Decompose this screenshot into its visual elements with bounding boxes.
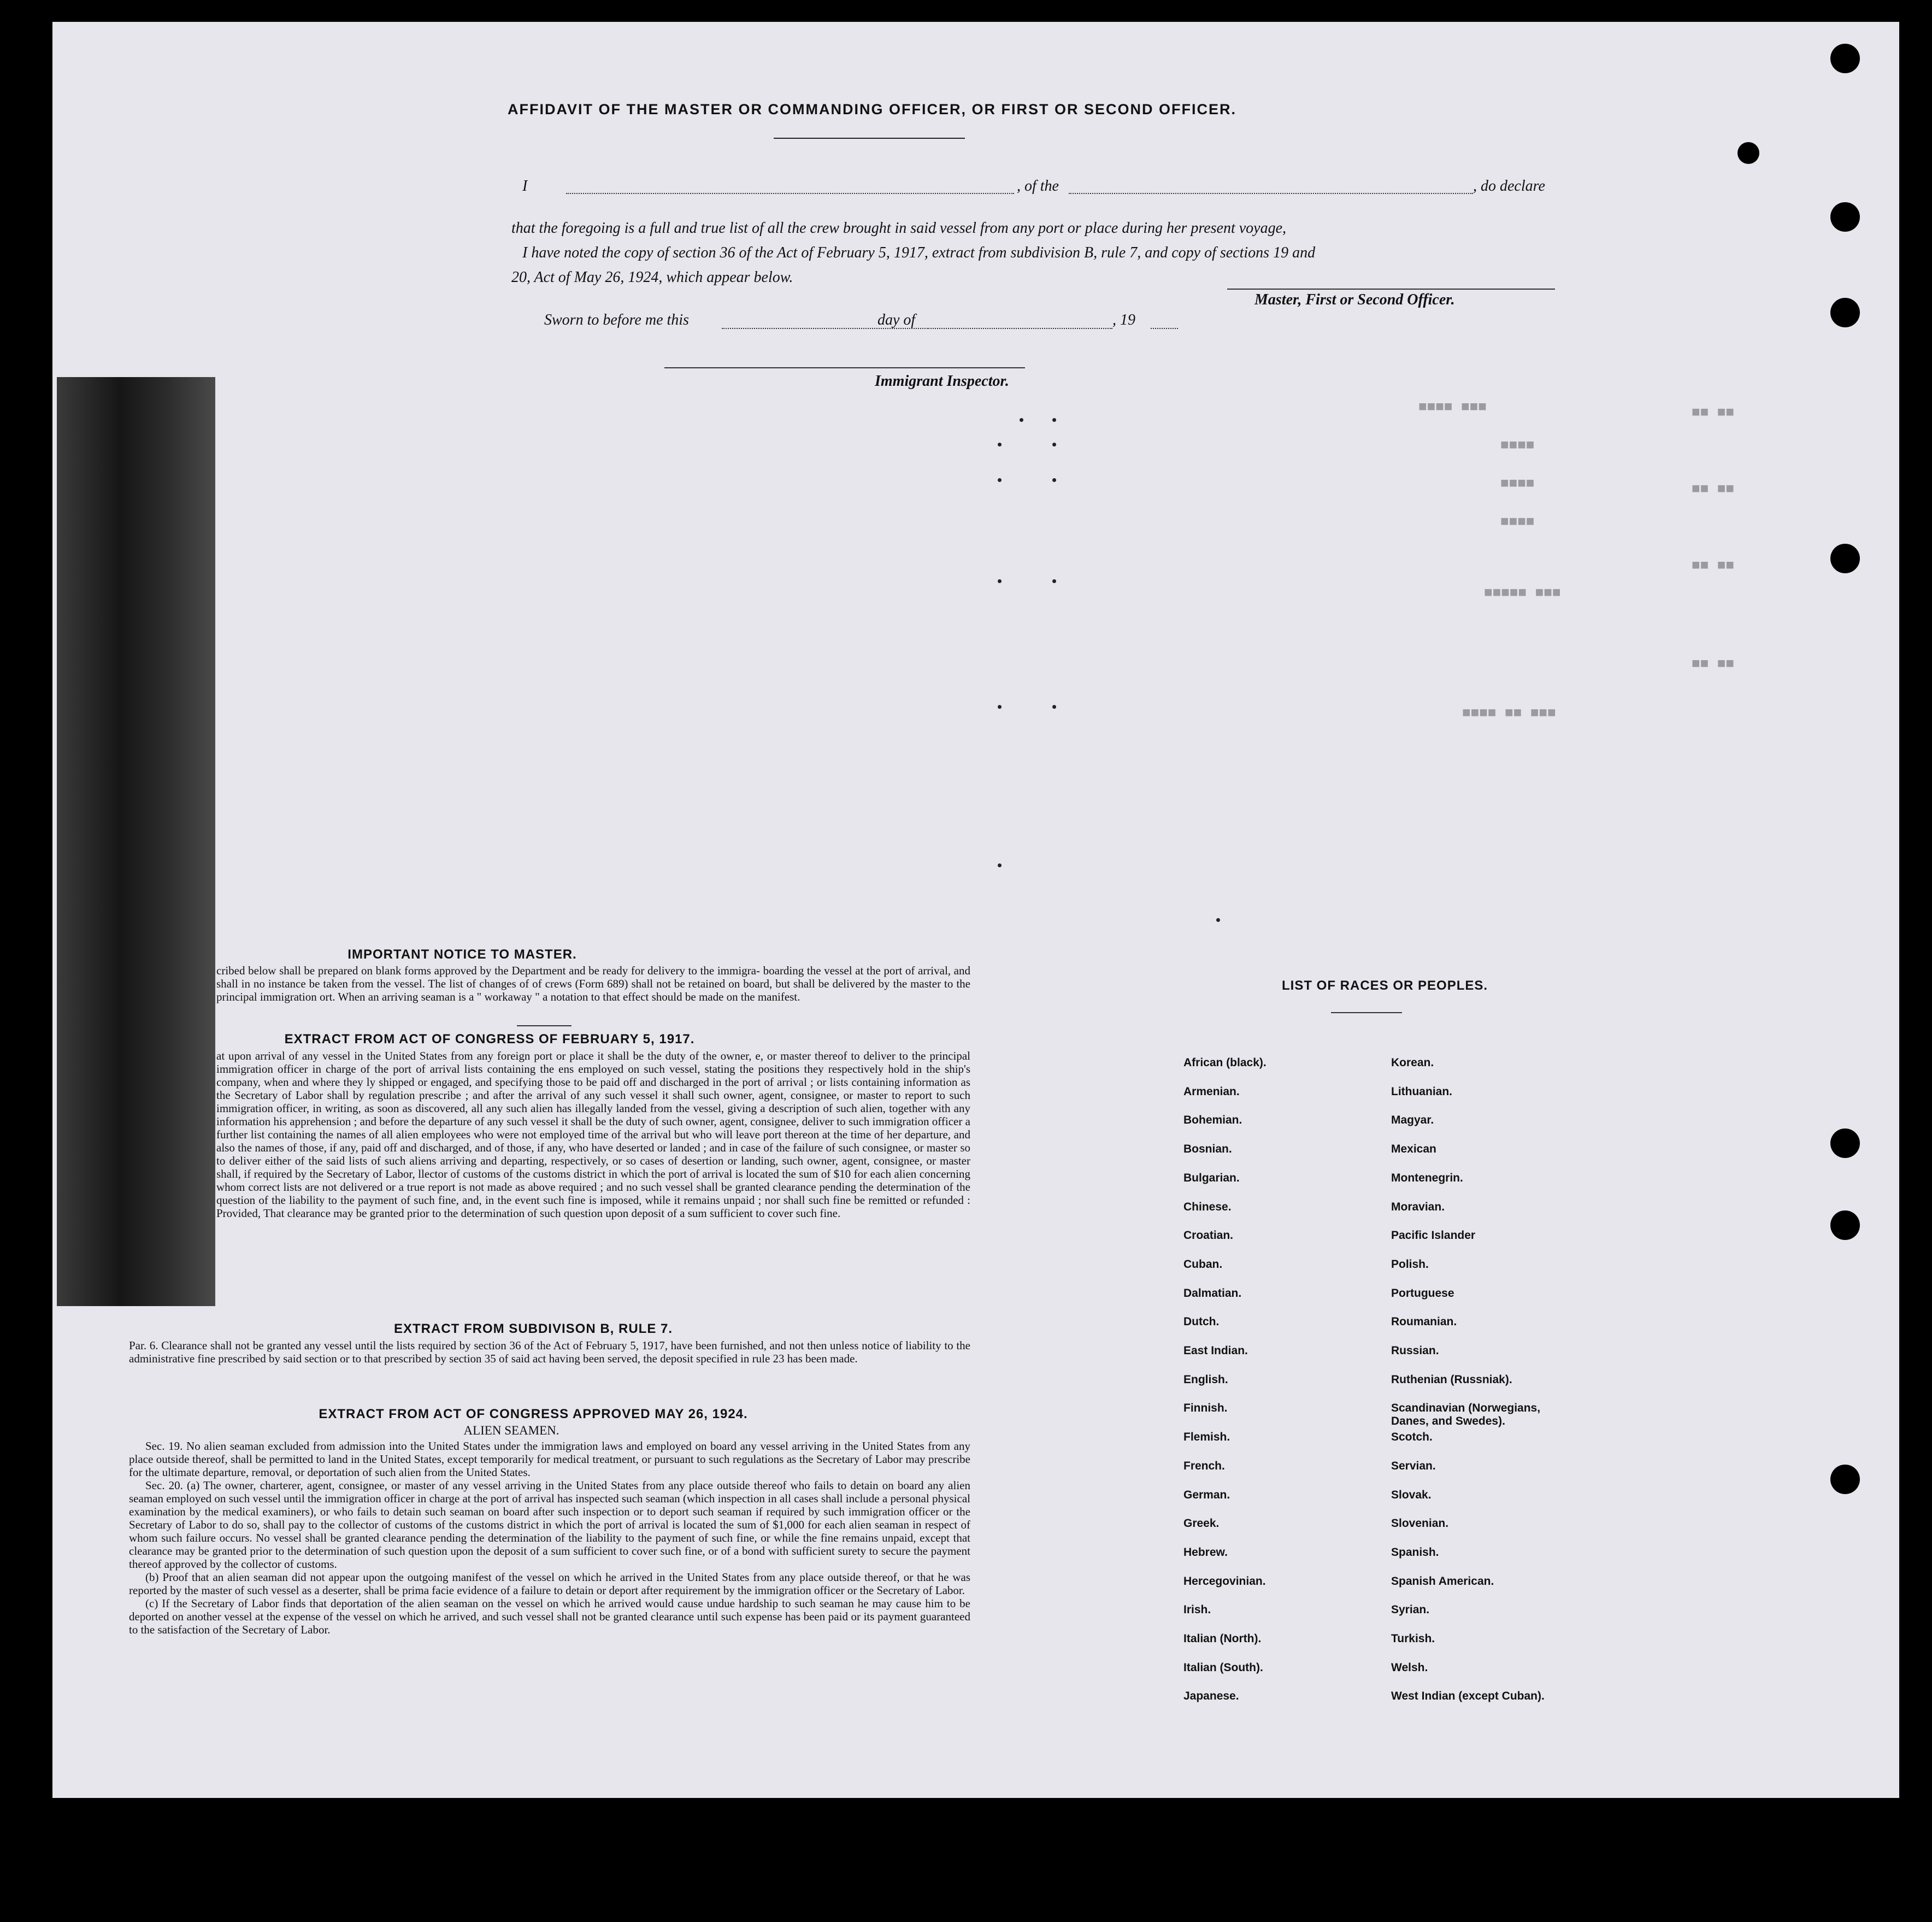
bleed-through-mark: ■■ ■■ [1692,557,1735,574]
race-item: Lithuanian. [1391,1085,1452,1098]
speck [1052,443,1056,446]
name-blank[interactable] [566,193,1014,194]
race-item: Greek. [1183,1517,1220,1530]
tape-strip [57,377,215,1306]
inspector-signature-line[interactable] [664,367,1025,368]
race-item: Slovak. [1391,1488,1432,1501]
race-item: Korean. [1391,1056,1434,1069]
bleed-through-mark: ■■■■ ■■ ■■■ [1462,705,1556,721]
speck [998,705,1002,709]
race-item: Dalmatian. [1183,1286,1242,1300]
speck [1216,918,1220,922]
bleed-through-mark: ■■■■ [1500,437,1535,454]
race-item: Mexican [1391,1143,1436,1156]
sec-19: Sec. 19. No alien seaman excluded from admission into the United States under the immigration laws and employed on board any vessel arriving in the United States from any place outside thereof, shall be permitted to land in the United States, except temporarily for medical treatment, or pursuant to such regulations as the Secretary of Labor may prescribe for the ultimate departure, removal, or deportation of such alien from the United States. [129,1439,970,1479]
binder-hole [1830,44,1860,73]
bleed-through-mark: ■■■■ ■■■ [1418,399,1487,415]
bleed-through-mark: ■■■■ [1500,514,1535,530]
extract-rule7-title: EXTRACT FROM SUBDIVISON B, RULE 7. [393,1321,673,1336]
bleed-through-mark: ■■ ■■ [1692,404,1735,421]
race-item: Slovenian. [1391,1517,1449,1530]
extract-1917-title: EXTRACT FROM ACT OF CONGRESS OF FEBRUARY 5, 1917. [284,1032,695,1047]
bleed-through-mark: ■■ ■■ [1692,481,1735,497]
speck [998,579,1002,583]
race-item: Scandinavian (Norwegians, Danes, and Swedes). [1391,1402,1541,1428]
binder-hole [1830,544,1860,573]
race-item: Bulgarian. [1183,1171,1240,1184]
binder-hole [1830,1465,1860,1494]
race-item: Spanish. [1391,1545,1439,1559]
sec-20b: (b) Proof that an alien seaman did not appear upon the outgoing manifest of the vessel on which he arrived in the United States from any place outside thereof, or that he was reported by the master of such vessel as a deserter, shall be prima facie evidence of a failure to detain or deport after requirement by the immigration officer or the Secretary of Labor. [129,1571,970,1597]
sec-20a: Sec. 20. (a) The owner, charterer, agent, consignee, or master of any vessel arriving in the United States from any place outside thereof who fails to detain on board any alien seaman employed on such vessel until the immigration officer in charge at the port of arrival has inspected such seaman (which inspection in all cases shall include a personal physical examination by the medical examiners), or who fails to detain such seaman on board after such inspection or to deport such seaman if required by such immigration officer or the Secretary of Labor to do so, shall pay to the collector of customs of the customs district in which the port of arrival is located the sum of $1,000 for each alien seaman in respect of whom such failure occurs. No vessel shall be granted clearance pending the determination of the liability to the payment of such fine, or while the fine remains unpaid, except that clearance may be granted prior to the determination of such question upon the deposit of a sum sufficient to cover such fine, or of a bond with sufficient surety to secure the payment thereof approved by the collector of customs. [129,1479,970,1571]
of-the-label: , of the [1017,178,1059,195]
race-item: Polish. [1391,1257,1429,1271]
divider [517,1025,572,1026]
race-item: Servian. [1391,1459,1436,1472]
race-item: Armenian. [1183,1085,1240,1098]
race-item: Croatian. [1183,1229,1234,1242]
race-item: Bosnian. [1183,1143,1232,1156]
sworn-label: Sworn to before me this [544,311,689,328]
race-item: Welsh. [1391,1661,1428,1674]
race-item: African (black). [1183,1056,1267,1069]
race-item: Turkish. [1391,1632,1435,1645]
declaration-line-1: that the foregoing is a full and true list of all the crew brought in said vessel from any port or place during her present voyage, [511,220,1287,237]
title-rule [774,138,965,139]
race-item: Magyar. [1391,1114,1434,1127]
race-item: Roumanian. [1391,1315,1457,1329]
binder-hole [1830,298,1860,327]
speck [1052,418,1056,422]
race-item: Ruthenian (Russniak). [1391,1373,1512,1386]
race-item: Bohemian. [1183,1114,1242,1127]
notice-title: IMPORTANT NOTICE TO MASTER. [347,947,577,962]
race-item: Scotch. [1391,1431,1433,1444]
bleed-through-mark: ■■■■■ ■■■ [1484,585,1561,601]
declaration-line-3: 20, Act of May 26, 1924, which appear below. [511,269,793,286]
race-item: Italian (South). [1183,1661,1263,1674]
notice-text: cribed below shall be prepared on blank forms approved by the Department and be ready for delivery to the immigra- boarding the vessel at the port of arrival, and shall in no instance be taken from the vessel. The list of changes of of crews (Form 689) shall not be retained on board, but shall be delivered by the master to the principal immigration ort. When an arriving seaman is a " workaway " a notation to that effect should be made on the manifest. [216,964,970,1003]
day-of-label: day of [877,311,916,328]
race-item: Hebrew. [1183,1545,1228,1559]
race-item: Spanish American. [1391,1574,1494,1588]
speck [1052,579,1056,583]
speck [998,863,1002,867]
speck [1052,478,1056,482]
extract-1917-text: at upon arrival of any vessel in the United States from any foreign port or place it shall be the duty of the owner, e, or master thereof to deliver to the principal immigration officer in charge of the port of arrival lists containing the ens employed on such vessel, stating the positions they respectively hold in the ship's company, when and where they ly shipped or engaged, and specifying those to be paid off and discharged in the port of arrival ; or lists containing information as the Secretary of Labor shall by regulation prescribe ; and after the arrival of any such vessel it shall such owner, agent, consignee, or master to report to such immigration officer, in writing, as soon as discovered, all any such alien has illegally landed from the vessel, giving a description of such alien, together with any information his apprehension ; and before the departure of any such vessel it shall be the duty of such owner, agent, consignee, deliver to such immigration officer a further list containing the names of all alien employees who were not employed time of the arrival but who will leave port thereon at the time of her departure, and also the names of those, if any, paid off and discharged, and of those, if any, who have deserted or landed ; and in case of the failure of such consignee, or master so to deliver either of the said lists of such aliens arriving and departing, respectively, or so cases of desertion or landing, such owner, agent, consignee, or master shall, if required by the Secretary of Labor, llector of customs of the customs district in which the port of arrival is located the sum of $10 for each alien concerning whom correct lists are not delivered or a true report is not made as above required ; and no such vessel shall be granted clearance pending the determination of the question of the liability to the payment of such fine, and, in the event such fine is imposed, while it remains unpaid ; nor shall such fine be remitted or refunded : Provided, That clearance may be granted prior to the determination of such question upon deposit of a sum sufficient to cover such fine. [216,1049,970,1220]
binder-hole [1830,202,1860,232]
race-item: Montenegrin. [1391,1171,1463,1184]
race-item: Moravian. [1391,1200,1445,1213]
race-item: French. [1183,1459,1225,1472]
inspector-label: Immigrant Inspector. [875,373,1009,390]
race-item: Portuguese [1391,1286,1454,1300]
race-item: Syrian. [1391,1603,1430,1617]
race-item: East Indian. [1183,1344,1248,1357]
declaration-text [511,216,1550,290]
extract-1924-title: EXTRACT FROM ACT OF CONGRESS APPROVED MAY 26, 1924. [319,1407,748,1421]
vessel-blank[interactable] [1069,193,1473,194]
declaration-line-2: I have noted the copy of section 36 of the Act of February 5, 1917, extract from subdivision B, rule 7, and copy of sections 19 and [522,244,1316,261]
master-signature-line[interactable] [1227,289,1555,290]
speck [1020,418,1023,422]
race-item: Hercegovinian. [1183,1574,1266,1588]
race-item: German. [1183,1488,1230,1501]
race-item: Finnish. [1183,1402,1228,1415]
race-item: Dutch. [1183,1315,1220,1329]
race-item: West Indian (except Cuban). [1391,1690,1545,1703]
race-item: English. [1183,1373,1228,1386]
binder-hole [1737,142,1759,164]
binder-hole [1830,1128,1860,1158]
affidavit-title: AFFIDAVIT OF THE MASTER OR COMMANDING OFFICER, OR FIRST OR SECOND OFFICER. [508,101,1236,117]
speck [998,478,1002,482]
binder-hole [1830,1210,1860,1240]
extract-rule7-text: Par. 6. Clearance shall not be granted any vessel until the lists required by section 36 of the Act of February 5, 1917, have been furnished, and not then unless notice of liability to the administrative fine prescribed by said section or to that prescribed by section 35 of said act having been served, the deposit specified in rule 23 has been made. [129,1339,970,1365]
sworn-year-blank[interactable] [1151,328,1178,329]
races-title: LIST OF RACES OR PEOPLES. [1282,978,1488,993]
sec-20c: (c) If the Secretary of Labor finds that deportation of the alien seaman on the vessel on which he arrived would cause undue hardship to such seaman he may cause him to be deported on another vessel at the expense of the vessel on which he arrived, and such vessel shall not be granted clearance until such expense has been paid or its payment guaranteed to the satisfaction of the Secretary of Labor. [129,1597,970,1636]
sworn-month-blank[interactable] [927,328,1112,329]
race-item: Russian. [1391,1344,1439,1357]
i-label: I [522,178,528,195]
race-item: Cuban. [1183,1257,1223,1271]
race-item: Japanese. [1183,1690,1239,1703]
race-item: Flemish. [1183,1431,1230,1444]
race-item: Chinese. [1183,1200,1232,1213]
speck [1052,705,1056,709]
master-label: Master, First or Second Officer. [1254,291,1455,308]
bleed-through-mark: ■■ ■■ [1692,656,1735,672]
races-title-rule [1331,1012,1402,1013]
year-label: , 19 [1112,311,1135,328]
extract-1924-text [129,1439,970,1636]
extract-1924-subtitle: ALIEN SEAMEN. [463,1424,559,1437]
bleed-through-mark: ■■■■ [1500,475,1535,492]
race-item: Italian (North). [1183,1632,1262,1645]
document-sheet [52,22,1899,1798]
speck [998,443,1002,446]
race-item: Irish. [1183,1603,1211,1617]
do-declare-label: , do declare [1473,178,1545,195]
race-item: Pacific Islander [1391,1229,1476,1242]
